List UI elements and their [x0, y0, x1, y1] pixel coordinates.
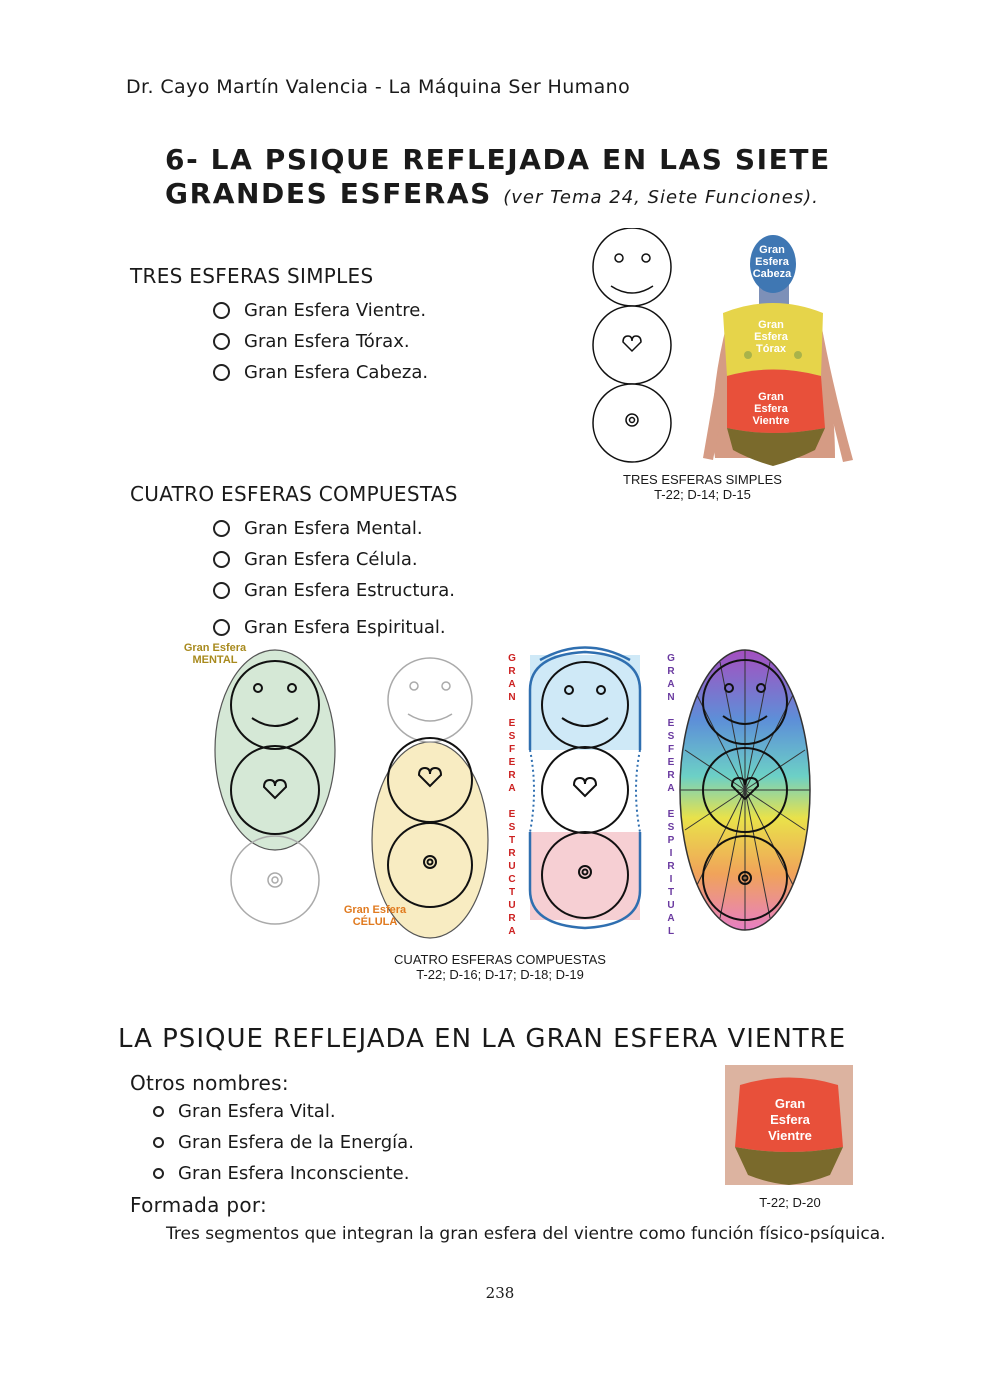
vertical-letter: R	[508, 848, 516, 859]
title-line-1: 6- LA PSIQUE REFLEJADA EN LAS SIETE	[165, 143, 831, 176]
vertical-letter: R	[667, 666, 675, 677]
estructura-vertical-label	[505, 652, 519, 938]
list-item: Gran Esfera Tórax.	[213, 326, 428, 357]
bullet-icon	[153, 1168, 164, 1179]
figure2-caption: CUATRO ESFERAS COMPUESTAS T-22; D-16; D-17; D-18; D-19	[394, 952, 606, 982]
vertical-letter: T	[508, 887, 516, 898]
vertical-letter: N	[508, 692, 516, 703]
radio-icon	[213, 333, 230, 350]
vertical-letter: I	[669, 848, 673, 859]
list-item: Gran Esfera Inconsciente.	[153, 1158, 414, 1189]
three-spheres-figure	[585, 228, 860, 473]
list-item: Gran Esfera Vientre.	[213, 295, 428, 326]
vertical-letter: R	[667, 770, 675, 781]
section-title	[165, 143, 831, 215]
vertical-letter: R	[667, 861, 675, 872]
vertical-letter	[505, 795, 519, 808]
vertical-letter: L	[667, 926, 675, 937]
vertical-letter: G	[667, 653, 675, 664]
vertical-letter: E	[508, 757, 516, 768]
page-number: 238	[485, 1284, 515, 1302]
list-item: Gran Esfera Célula.	[213, 544, 455, 575]
mental-label: Gran Esfera MENTAL	[183, 642, 247, 666]
vertical-letter: E	[667, 809, 675, 820]
espiritual-sphere-group	[680, 650, 810, 930]
vertical-letter: F	[667, 744, 675, 755]
head-label: Gran Esfera Cabeza	[752, 244, 792, 280]
head-sphere	[593, 228, 671, 306]
estructura-sphere-group	[530, 648, 640, 929]
bullet-icon	[153, 1106, 164, 1117]
list-item: Gran Esfera Mental.	[213, 513, 455, 544]
title-line-2: GRANDES ESFERAS	[165, 177, 492, 210]
formada-text: Tres segmentos que integran la gran esfera del vientre como función físico-psíquica.	[166, 1224, 886, 1244]
vertical-letter: P	[667, 835, 675, 846]
vertical-letter: A	[667, 679, 675, 690]
formada-por-label: Formada por:	[130, 1193, 268, 1217]
vientre-figure-caption: T-22; D-20	[759, 1195, 821, 1210]
vientre-heading: LA PSIQUE REFLEJADA EN LA GRAN ESFERA VIENTRE	[118, 1024, 847, 1054]
vertical-letter: I	[669, 874, 673, 885]
vertical-letter: T	[667, 887, 675, 898]
vertical-letter	[505, 704, 519, 717]
otros-nombres-list	[153, 1096, 414, 1189]
list-item: Gran Esfera de la Energía.	[153, 1127, 414, 1158]
list-item: Gran Esfera Estructura.	[213, 575, 455, 606]
vertical-letter: A	[508, 926, 516, 937]
radio-icon	[213, 551, 230, 568]
belly-label: Gran Esfera Vientre	[752, 391, 790, 427]
radio-icon	[213, 619, 230, 636]
vertical-letter: R	[508, 666, 516, 677]
radio-icon	[213, 582, 230, 599]
vertical-letter: C	[508, 874, 516, 885]
vertical-letter: A	[508, 679, 516, 690]
espiritual-vertical-label	[664, 652, 678, 938]
vertical-letter: E	[667, 757, 675, 768]
simples-list	[213, 295, 428, 388]
list-item: Gran Esfera Vital.	[153, 1096, 414, 1127]
vertical-letter: E	[508, 718, 516, 729]
vertical-letter: S	[508, 731, 516, 742]
chest-sphere	[593, 306, 671, 384]
title-note: (ver Tema 24, Siete Funciones).	[503, 187, 819, 208]
celula-label: Gran Esfera CÉLULA	[343, 904, 407, 928]
otros-nombres-label: Otros nombres:	[130, 1071, 289, 1095]
list-item: Gran Esfera Espiritual.	[213, 610, 455, 645]
vertical-letter: U	[508, 861, 516, 872]
radio-icon	[213, 364, 230, 381]
vertical-letter	[664, 795, 678, 808]
compuestas-heading: CUATRO ESFERAS COMPUESTAS	[130, 482, 458, 506]
vertical-letter: R	[508, 913, 516, 924]
bullet-icon	[153, 1137, 164, 1148]
vertical-letter: E	[667, 718, 675, 729]
vertical-letter: G	[508, 653, 516, 664]
radio-icon	[213, 520, 230, 537]
vertical-letter: A	[667, 783, 675, 794]
vertical-letter: R	[508, 770, 516, 781]
mental-sphere-group	[215, 650, 335, 924]
vertical-letter: N	[667, 692, 675, 703]
vertical-letter: S	[508, 822, 516, 833]
vertical-letter: E	[508, 809, 516, 820]
vertical-letter: U	[667, 900, 675, 911]
vertical-letter: U	[508, 900, 516, 911]
vertical-letter: A	[508, 783, 516, 794]
vientre-figure-label: Gran Esfera Vientre	[768, 1096, 812, 1143]
chest-label: Gran Esfera Tórax	[754, 319, 788, 355]
vertical-letter	[664, 704, 678, 717]
vertical-letter: A	[667, 913, 675, 924]
celula-sphere-group	[372, 658, 488, 938]
running-header: Dr. Cayo Martín Valencia - La Máquina Ser Humano	[126, 76, 631, 98]
vertical-letter: S	[667, 822, 675, 833]
list-item: Gran Esfera Cabeza.	[213, 357, 428, 388]
simples-heading: TRES ESFERAS SIMPLES	[130, 264, 374, 288]
vertical-letter: T	[508, 835, 516, 846]
figure1-caption: TRES ESFERAS SIMPLES T-22; D-14; D-15	[623, 472, 782, 502]
radio-icon	[213, 302, 230, 319]
compuestas-list	[213, 513, 455, 645]
vertical-letter: F	[508, 744, 516, 755]
vertical-letter: S	[667, 731, 675, 742]
